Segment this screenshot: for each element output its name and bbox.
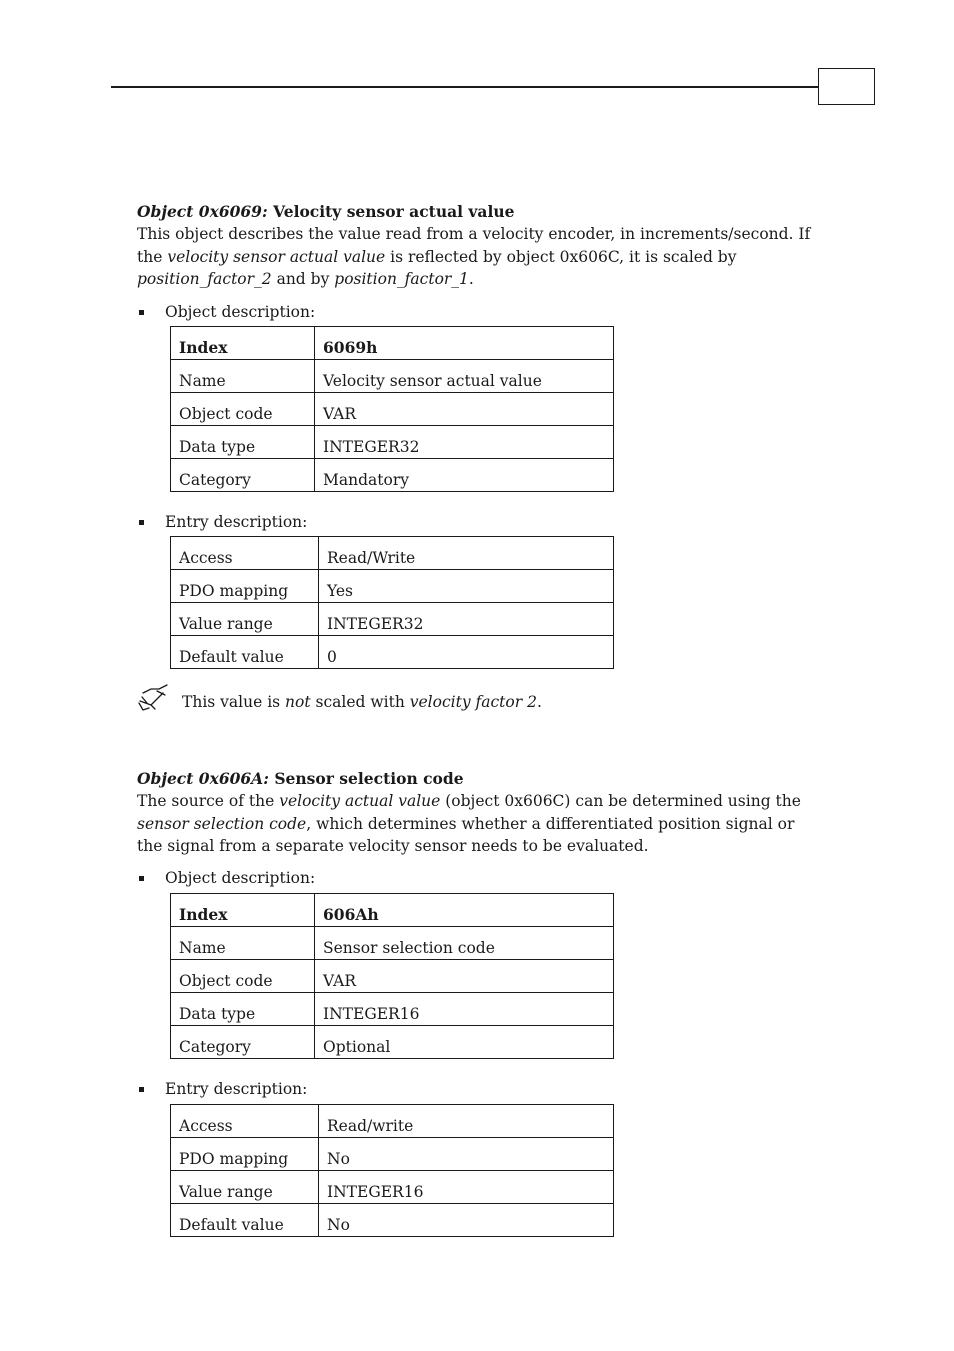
table-cell-value: No <box>319 1203 614 1236</box>
emphasis-text: velocity factor 2 <box>409 692 537 711</box>
table-cell-value: Optional <box>315 1025 614 1058</box>
table-cell-value: 606Ah <box>315 893 614 926</box>
table-cell-value: INTEGER16 <box>319 1170 614 1203</box>
table-cell-label: Default value <box>171 1203 319 1236</box>
entry-description-label: Entry description: <box>137 1078 827 1100</box>
text-run: This object describes the value read from a velocity encoder, in increments/second. If the <box>137 225 811 266</box>
table-cell-label: PDO mapping <box>171 569 319 602</box>
entry-description-table <box>170 536 614 669</box>
object-description-label: Object description: <box>137 301 827 323</box>
table-cell-label: Index <box>171 326 315 359</box>
object-title: Sensor selection code <box>274 769 464 788</box>
emphasis-text: sensor selection code <box>137 814 307 833</box>
table-row <box>171 602 614 635</box>
table-cell-label: Access <box>171 536 319 569</box>
table-cell-label: Index <box>171 893 315 926</box>
object-title: Velocity sensor actual value <box>273 202 515 221</box>
table-cell-label: Value range <box>171 602 319 635</box>
table-row <box>171 1170 614 1203</box>
table-cell-label: Value range <box>171 1170 319 1203</box>
table-cell-label: Name <box>171 359 315 392</box>
text-run: This value is <box>182 692 286 711</box>
emphasis-text: velocity actual value <box>279 792 441 810</box>
object-description-label: Object description: <box>137 867 827 889</box>
table-cell-value: Velocity sensor actual value <box>315 359 614 392</box>
table-cell-value: Sensor selection code <box>315 926 614 959</box>
emphasis-text: not <box>285 692 311 711</box>
section-title <box>137 768 827 790</box>
emphasis-text: position_factor_1 <box>334 270 469 288</box>
table-row <box>171 959 614 992</box>
note <box>137 691 827 713</box>
table-cell-label: Object code <box>171 392 315 425</box>
table-cell-value: Mandatory <box>315 458 614 491</box>
section-0x606a <box>137 768 827 1237</box>
table-cell-label: Category <box>171 458 315 491</box>
table-row <box>171 326 614 359</box>
table-cell-value: 0 <box>319 635 614 668</box>
text-run: (object 0x606C) can be determined using the <box>440 792 801 810</box>
object-description-table <box>170 326 614 492</box>
note-pen-icon <box>137 683 169 713</box>
section-title <box>137 201 827 223</box>
object-description-table <box>170 893 614 1059</box>
table-cell-label: Category <box>171 1025 315 1058</box>
text-run: . <box>468 270 474 288</box>
table-cell-value: VAR <box>315 959 614 992</box>
text-run: , which determines whether a differentiated position signal or the signal from a separate velocity sensor needs to be evaluated. <box>137 814 795 855</box>
table-row <box>171 635 614 668</box>
table-cell-value: Yes <box>319 569 614 602</box>
text-run: The source of the <box>137 792 280 810</box>
section-0x6069 <box>137 201 827 713</box>
table-cell-label: Access <box>171 1104 319 1137</box>
table-cell-value: INTEGER16 <box>315 992 614 1025</box>
table-row <box>171 425 614 458</box>
table-cell-value: INTEGER32 <box>319 602 614 635</box>
table-row <box>171 569 614 602</box>
table-row <box>171 1137 614 1170</box>
table-cell-label: Data type <box>171 425 315 458</box>
table-cell-label: PDO mapping <box>171 1137 319 1170</box>
table-row <box>171 359 614 392</box>
table-cell-label: Default value <box>171 635 319 668</box>
table-row <box>171 926 614 959</box>
table-cell-label: Data type <box>171 992 315 1025</box>
table-cell-label: Object code <box>171 959 315 992</box>
table-row <box>171 392 614 425</box>
object-label: Object 0x606A: <box>137 769 269 788</box>
table-row <box>171 1203 614 1236</box>
page-number-box <box>818 68 875 105</box>
text-run: . <box>536 692 542 711</box>
table-cell-value: INTEGER32 <box>315 425 614 458</box>
note-text <box>182 693 542 711</box>
table-cell-value: 6069h <box>315 326 614 359</box>
emphasis-text: position_factor_2 <box>137 270 272 288</box>
section-paragraph <box>137 790 813 858</box>
header-rule <box>111 86 819 88</box>
table-row <box>171 992 614 1025</box>
table-row <box>171 1025 614 1058</box>
table-cell-value: Read/Write <box>319 536 614 569</box>
table-row <box>171 458 614 491</box>
table-row <box>171 1104 614 1137</box>
table-row <box>171 893 614 926</box>
entry-description-table <box>170 1104 614 1237</box>
text-run: scaled with <box>310 692 410 711</box>
object-label: Object 0x6069: <box>137 202 268 221</box>
table-cell-label: Name <box>171 926 315 959</box>
text-run: and by <box>271 270 335 288</box>
section-paragraph <box>137 223 821 291</box>
text-run: is reflected by object 0x606C, it is scaled by <box>385 247 737 266</box>
table-row <box>171 536 614 569</box>
table-cell-value: VAR <box>315 392 614 425</box>
entry-description-label: Entry description: <box>137 511 827 533</box>
table-cell-value: No <box>319 1137 614 1170</box>
table-cell-value: Read/write <box>319 1104 614 1137</box>
emphasis-text: velocity sensor actual value <box>167 247 386 266</box>
